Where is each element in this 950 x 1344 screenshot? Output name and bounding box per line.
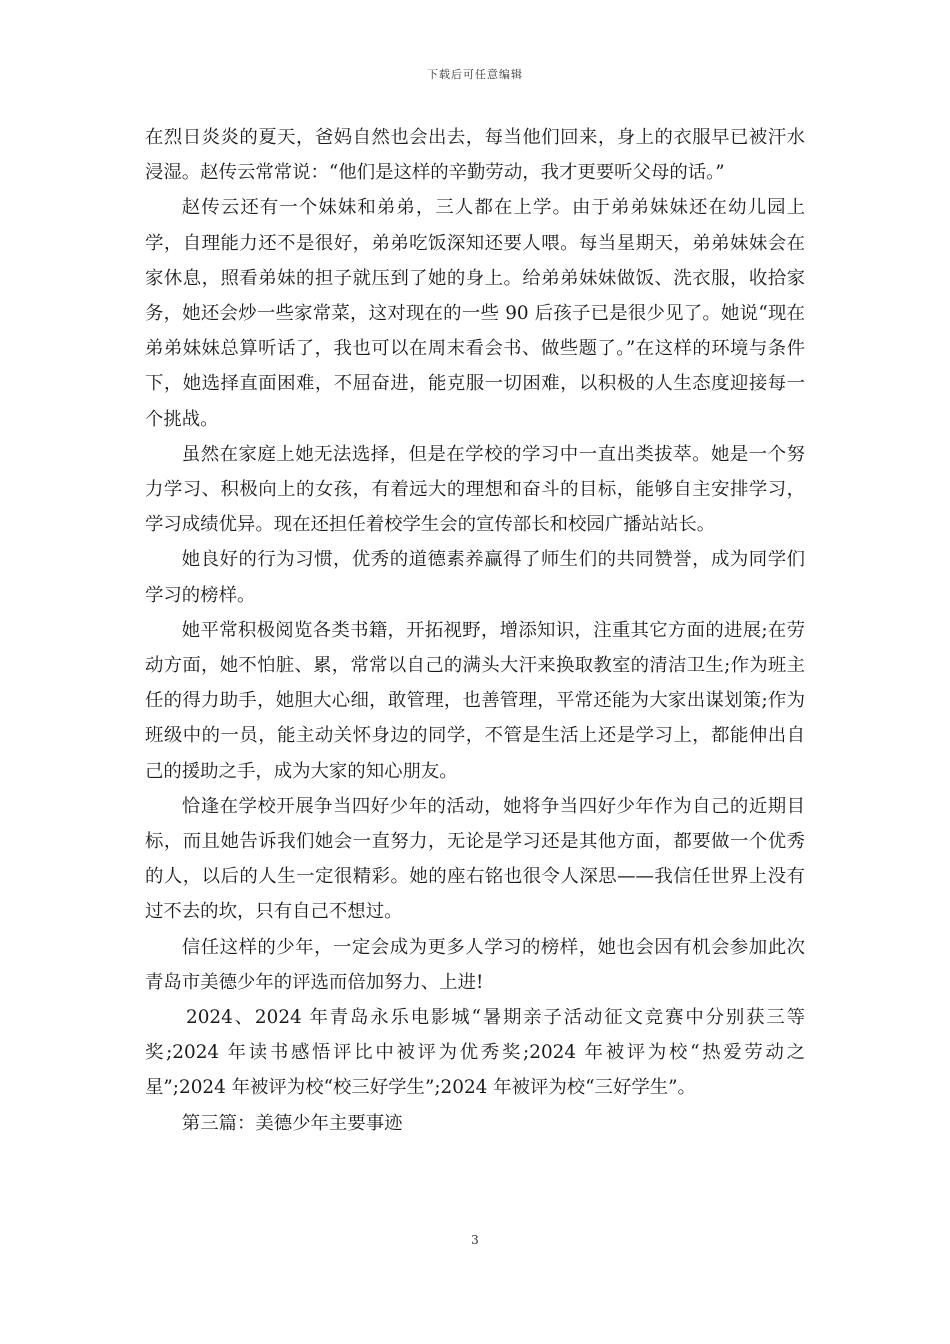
paragraph-8: 2024、2024 年青岛永乐电影城“暑期亲子活动征文竞赛中分别获三等奖;2024 年读书感悟评比中被评为优秀奖;2024 年被评为校“热爱劳动之星”;2024 年被评为校“校三好学生”;2024 年被评为校“三好学生”。 (145, 1007, 805, 1099)
paragraph-5: 她平常积极阅览各类书籍，开拓视野，增添知识，注重其它方面的进展;在劳动方面，她不怕脏、累，常常以自己的满头大汗来换取教室的清洁卫生;作为班主任的得力助手，她胆大心细，敢管理，也善管理，平常还能为大家出谋划策;作为班级中的一员，能主动关怀身边的同学，不管是生活上还是学习上，都能伸出自己的援助之手，成为大家的知心朋友。 (145, 619, 805, 782)
section-heading: 第三篇：美德少年主要事迹 (181, 1112, 403, 1134)
paragraph-7: 信任这样的少年，一定会成为更多人学习的榜样，她也会因有机会参加此次青岛市美德少年的评选而倍加努力、上进! (145, 936, 805, 993)
paragraph-6: 恰逢在学校开展争当四好少年的活动，她将争当四好少年作为自己的近期目标，而且她告诉我们她会一直努力，无论是学习还是其他方面，都要做一个优秀的人，以后的人生一定很精彩。她的座右铭也很令人深思——我信任世界上没有过不去的坎，只有自己不想过。 (145, 795, 805, 923)
document-body (145, 120, 805, 1141)
paragraph-2: 赵传云还有一个妹妹和弟弟，三人都在上学。由于弟弟妹妹还在幼儿园上学，自理能力还不是很好，弟弟吃饭深知还要人喂。每当星期天，弟弟妹妹会在家休息，照看弟妹的担子就压到了她的身上。给弟弟妹妹做饭、洗衣服，收拾家务，她还会炒一些家常菜，这对现在的一些 90 后孩子已是很少见了。她说“现在弟弟妹妹总算听话了，我也可以在周末看会书、做些题了。”在这样的环境与条件下，她选择直面困难，不屈奋进，能克服一切困难，以积极的人生态度迎接每一个挑战。 (145, 197, 805, 430)
paragraph-1: 在烈日炎炎的夏天，爸妈自然也会出去，每当他们回来，身上的衣服早已被汗水浸湿。赵传云常常说：“他们是这样的辛勤劳动，我才更要听父母的话。” (145, 127, 805, 184)
page-number: 3 (471, 1233, 479, 1247)
paragraph-3: 虽然在家庭上她无法选择，但是在学校的学习中一直出类拔萃。她是一个努力学习、积极向上的女孩，有着远大的理想和奋斗的目标，能够自主安排学习，学习成绩优异。现在还担任着校学生会的宣传部长和校园广播站站长。 (145, 443, 805, 536)
page-header: 下载后可任意编辑 (427, 68, 523, 81)
paragraph-4: 她良好的行为习惯，优秀的道德素养赢得了师生们的共同赞誉，成为同学们学习的榜样。 (145, 549, 805, 606)
